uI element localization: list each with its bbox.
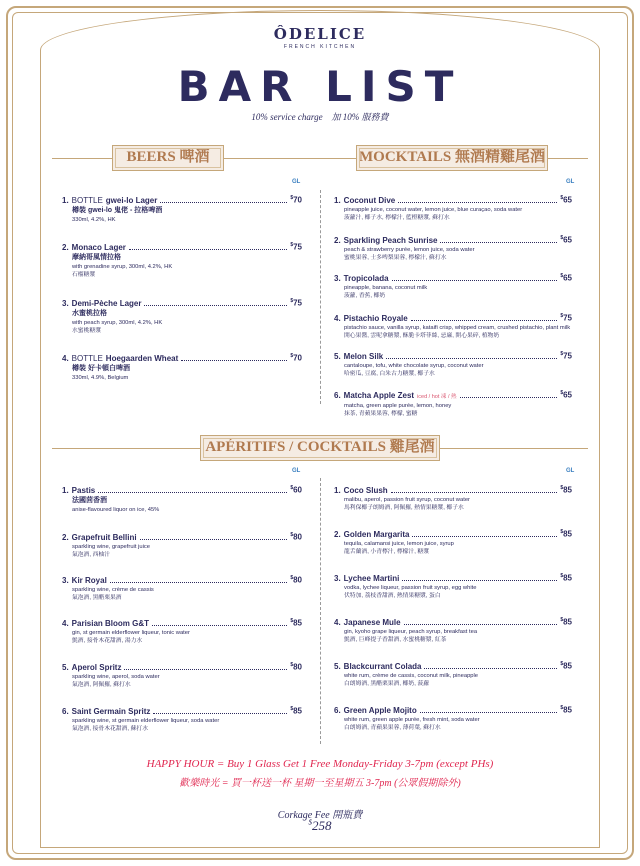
menu-item xyxy=(62,660,302,689)
item-name: Pastis xyxy=(71,485,96,495)
item-prefix: BOTTLE xyxy=(71,195,103,205)
item-price xyxy=(290,530,302,543)
item-name: Pistachio Royale xyxy=(343,313,408,323)
item-chinese-name: 樽裝 好卡頓白啤酒 xyxy=(72,364,130,372)
price-value: 80 xyxy=(293,532,302,542)
price-value: 85 xyxy=(563,573,572,583)
item-description: 氣泡酒, 黑醋栗果酒 xyxy=(72,594,122,601)
item-price xyxy=(290,193,302,206)
item-title-row xyxy=(62,530,302,543)
item-number: 5. xyxy=(62,662,69,672)
item-price xyxy=(560,388,572,401)
item-description: 水蜜桃糖漿 xyxy=(72,327,101,334)
item-prefix: BOTTLE xyxy=(71,353,103,363)
price-currency: $ xyxy=(290,532,294,538)
item-title-row xyxy=(334,233,572,246)
item-description: 石榴糖漿 xyxy=(72,271,96,278)
menu-item xyxy=(334,483,572,512)
dot-leader xyxy=(440,237,557,243)
item-number: 4. xyxy=(334,617,341,627)
item-number: 6. xyxy=(62,706,69,716)
item-price xyxy=(290,660,302,673)
item-description: 馬利保椰子朗姆酒, 阿佩羅, 熱情果糖漿, 椰子水 xyxy=(344,504,464,511)
dot-leader xyxy=(386,353,557,359)
item-description: sparkling wine, st germain elderflower liqueur, soda water xyxy=(72,717,220,724)
dot-leader xyxy=(98,487,287,493)
item-price xyxy=(560,311,572,324)
item-price xyxy=(290,296,302,309)
item-description: with peach syrup, 300ml, 4.2%, HK xyxy=(72,319,163,326)
price-currency: $ xyxy=(290,662,294,668)
mocktails-gl-label: GL xyxy=(566,179,575,185)
item-name: Hoegaarden Wheat xyxy=(105,353,179,363)
price-value: 85 xyxy=(293,706,302,716)
item-description: 菠蘿汁, 椰子水, 檸檬汁, 藍橙糖漿, 蘇打水 xyxy=(344,214,450,221)
item-name: Demi-Pèche Lager xyxy=(71,298,142,308)
item-name: gwei-lo Lager xyxy=(105,195,158,205)
item-number: 2. xyxy=(334,235,341,245)
item-price xyxy=(560,193,572,206)
menu-item xyxy=(334,615,572,644)
item-name: Sparkling Peach Sunrise xyxy=(343,235,438,245)
divider-line xyxy=(224,158,356,159)
menu-item xyxy=(334,388,572,418)
item-number: 3. xyxy=(62,575,69,585)
price-currency: $ xyxy=(290,353,294,359)
price-value: 75 xyxy=(563,313,572,323)
item-number: 2. xyxy=(334,529,341,539)
item-title-row xyxy=(334,483,572,496)
item-title-row xyxy=(334,527,572,540)
item-title-row xyxy=(62,351,302,364)
item-name: Parisian Bloom G&T xyxy=(71,618,150,628)
price-currency: $ xyxy=(290,485,294,491)
item-description: pistachio sauce, vanilla syrup, kataifi crisp, whipped cream, crushed pistachio, plant milk xyxy=(344,324,571,331)
item-description: sparkling wine, aperol, soda water xyxy=(72,673,160,680)
item-name: Tropicolada xyxy=(343,273,389,283)
column-divider xyxy=(320,478,321,744)
price-currency: $ xyxy=(560,705,564,711)
item-description: with grenadine syrup, 300ml, 4.2%, HK xyxy=(72,263,173,270)
corkage-fee-label: Corkage Fee 開瓶費 xyxy=(277,810,363,821)
price-currency: $ xyxy=(290,575,294,581)
item-name: Coco Slush xyxy=(343,485,388,495)
aperitifs-heading xyxy=(200,435,440,461)
item-name: Saint Germain Spritz xyxy=(71,706,151,716)
item-description: 氣泡酒, 接骨木花甜酒, 蘇打水 xyxy=(72,725,149,732)
item-number: 4. xyxy=(334,313,341,323)
menu-item xyxy=(62,296,302,335)
menu-item xyxy=(62,704,302,733)
item-number: 4. xyxy=(62,618,69,628)
divider-line xyxy=(548,158,588,159)
menu-item xyxy=(334,311,572,340)
menu-item xyxy=(334,703,572,732)
menu-item xyxy=(334,659,572,688)
item-name: Melon Silk xyxy=(343,351,384,361)
item-price xyxy=(290,704,302,717)
price-value: 70 xyxy=(293,353,302,363)
item-title-row xyxy=(334,311,572,324)
menu-item xyxy=(62,240,302,279)
item-name: Monaco Lager xyxy=(71,242,126,252)
item-title-row xyxy=(334,571,572,584)
item-title-row xyxy=(334,703,572,716)
price-currency: $ xyxy=(290,242,294,248)
item-description: 氈酒, 巨峰提子香甜酒, 水蜜桃糖漿, 紅茶 xyxy=(344,636,447,643)
item-price xyxy=(290,240,302,253)
item-description: 氣泡酒, 阿佩羅, 蘇打水 xyxy=(72,681,131,688)
item-description: sparkling wine, crème de cassis xyxy=(72,586,154,593)
dot-leader xyxy=(181,355,287,361)
beers-heading xyxy=(112,145,224,171)
item-number: 1. xyxy=(62,485,69,495)
item-number: 3. xyxy=(334,573,341,583)
item-title-row xyxy=(62,240,302,253)
item-description: sparkling wine, grapefruit juice xyxy=(72,543,150,550)
item-price xyxy=(560,483,572,496)
item-number: 4. xyxy=(62,353,69,363)
item-chinese-name: 樽裝 gwei-lo 鬼佬 - 拉格啤酒 xyxy=(72,206,163,214)
price-currency: $ xyxy=(560,273,564,279)
price-value: 85 xyxy=(293,618,302,628)
item-description: 抹茶, 青蘋果果蓉, 檸檬, 蜜糖 xyxy=(344,410,418,417)
item-title-row xyxy=(334,388,572,402)
beers-gl-label: GL xyxy=(292,179,301,185)
divider-line xyxy=(52,448,200,449)
dot-leader xyxy=(404,619,558,625)
item-price xyxy=(290,573,302,586)
item-name: Grapefruit Bellini xyxy=(71,532,137,542)
aperitifs-heading-text: APÉRITIFS / COCKTAILS 雞尾酒 xyxy=(205,439,435,455)
aperitifs-gl-right: GL xyxy=(566,468,575,474)
item-title-row xyxy=(62,616,302,629)
item-name: Lychee Martini xyxy=(343,573,400,583)
price-currency: $ xyxy=(560,529,564,535)
item-description: vodka, lychee liqueur, passion fruit syrup, egg white xyxy=(344,584,477,591)
item-title-row xyxy=(334,615,572,628)
item-name: Aperol Spritz xyxy=(71,662,122,672)
happy-hour-promo-cn: 歡樂時光 = 買一杯送一杯 星期一至星期五 3-7pm (公眾假期除外) xyxy=(179,778,461,789)
service-charge-note: 10% service charge 加 10% 服務費 xyxy=(251,112,389,122)
menu-item xyxy=(62,530,302,559)
item-description: white rum, crème de cassis, coconut milk, pineapple xyxy=(344,672,479,679)
item-description: 哈密瓜, 豆腐, 白朱古力糖漿, 椰子水 xyxy=(344,370,435,377)
item-number: 6. xyxy=(334,390,341,400)
dot-leader xyxy=(140,534,288,540)
item-description: 開心果醬, 雲呢拿糖漿, 酥脆卡塔菲絲, 忌廉, 開心果碎, 植物奶 xyxy=(344,332,500,339)
price-value: 75 xyxy=(293,298,302,308)
dot-leader xyxy=(160,197,287,203)
item-description: 白朗姆酒, 黑醋栗果酒, 椰奶, 菠蘿 xyxy=(344,680,430,687)
item-title-row xyxy=(334,193,572,206)
dot-leader xyxy=(460,392,558,398)
price-value: 85 xyxy=(563,529,572,539)
item-description: malibu, aperol, passion fruit syrup, coconut water xyxy=(344,496,470,503)
item-title-row xyxy=(62,660,302,673)
item-number: 3. xyxy=(334,273,341,283)
corkage-fee-price xyxy=(0,818,640,834)
item-tag: iced / hot 凍 / 熱 xyxy=(417,393,457,400)
mocktails-heading xyxy=(356,145,548,171)
item-title-row xyxy=(334,349,572,362)
item-number: 2. xyxy=(62,532,69,542)
item-price xyxy=(560,349,572,362)
price-currency: $ xyxy=(560,573,564,579)
divider-line xyxy=(52,158,112,159)
menu-item xyxy=(62,616,302,645)
item-description: pineapple, banana, coconut milk xyxy=(344,284,428,291)
item-name: Kir Royal xyxy=(71,575,107,585)
price-value: 85 xyxy=(563,485,572,495)
price-currency: $ xyxy=(290,298,294,304)
item-description: cantaloupe, tofu, white chocolate syrup, coconut water xyxy=(344,362,484,369)
item-description: 330ml, 4.9%, Belgium xyxy=(72,374,129,381)
item-name: Green Apple Mojito xyxy=(343,705,417,715)
item-number: 6. xyxy=(334,705,341,715)
item-description: 330ml, 4.2%, HK xyxy=(72,216,116,223)
dot-leader xyxy=(411,315,558,321)
item-number: 3. xyxy=(62,298,69,308)
item-description: 白朗姆酒, 青蘋果果蓉, 薄荷葉, 蘇打水 xyxy=(344,724,441,731)
item-title-row xyxy=(62,573,302,586)
item-number: 2. xyxy=(62,242,69,252)
beers-heading-text: BEERS 啤酒 xyxy=(126,149,210,165)
price-value: 65 xyxy=(563,273,572,283)
dot-leader xyxy=(124,664,287,670)
corkage-currency: $ xyxy=(308,818,312,827)
item-number: 5. xyxy=(334,661,341,671)
item-description: tequila, calamansi juice, lemon juice, syrup xyxy=(344,540,454,547)
page-title: BAR LIST xyxy=(177,62,463,111)
dot-leader xyxy=(110,577,288,583)
dot-leader xyxy=(152,620,287,626)
brand-logo: ÔDELICE xyxy=(273,25,367,43)
dot-leader xyxy=(153,708,287,714)
item-description: 伏特加, 荔枝香甜酒, 熱情果糖漿, 蛋白 xyxy=(344,592,441,599)
item-price xyxy=(560,271,572,284)
item-title-row xyxy=(62,296,302,309)
item-price xyxy=(560,571,572,584)
aperitifs-gl-left: GL xyxy=(292,468,301,474)
item-description: anise-flavoured liquor on ice, 45% xyxy=(72,506,160,513)
item-title-row xyxy=(62,704,302,717)
price-value: 65 xyxy=(563,390,572,400)
price-currency: $ xyxy=(290,706,294,712)
item-chinese-name: 水蜜桃拉格 xyxy=(72,309,107,317)
item-description: 氈酒, 接骨木花甜酒, 湯力水 xyxy=(72,637,143,644)
price-value: 80 xyxy=(293,575,302,585)
dot-leader xyxy=(420,707,558,713)
price-value: 65 xyxy=(563,235,572,245)
dot-leader xyxy=(424,663,557,669)
price-value: 75 xyxy=(293,242,302,252)
corkage-price-value: 258 xyxy=(312,818,332,833)
dot-leader xyxy=(391,487,558,493)
item-price xyxy=(560,527,572,540)
menu-item xyxy=(62,193,302,224)
item-name: Coconut Dive xyxy=(343,195,396,205)
brand-subtitle: FRENCH KITCHEN xyxy=(283,44,357,50)
dot-leader xyxy=(144,300,287,306)
item-description: 蜜桃果蓉, 士多啤梨果蓉, 檸檬汁, 蘇打水 xyxy=(344,254,447,261)
price-currency: $ xyxy=(290,195,294,201)
menu-item xyxy=(334,233,572,262)
menu-item xyxy=(62,573,302,602)
item-description: gin, st germain elderflower liqueur, tonic water xyxy=(72,629,190,636)
item-name: Golden Margarita xyxy=(343,529,410,539)
item-description: gin, kyoho grape liqueur, peach syrup, breakfast tea xyxy=(344,628,478,635)
item-price xyxy=(560,615,572,628)
happy-hour-promo: HAPPY HOUR = Buy 1 Glass Get 1 Free Monday-Friday 3-7pm (except PHs) xyxy=(146,758,494,770)
menu-item xyxy=(62,483,302,514)
dot-leader xyxy=(412,531,557,537)
item-description: peach & strawberry purée, lemon juice, soda water xyxy=(344,246,475,253)
item-price xyxy=(560,233,572,246)
menu-item xyxy=(334,527,572,556)
item-name: Japanese Mule xyxy=(343,617,401,627)
price-value: 85 xyxy=(563,661,572,671)
price-currency: $ xyxy=(560,351,564,357)
price-currency: $ xyxy=(560,390,564,396)
item-title-row xyxy=(62,193,302,206)
item-chinese-name: 摩納哥風情拉格 xyxy=(72,253,121,261)
dot-leader xyxy=(398,197,557,203)
price-currency: $ xyxy=(560,235,564,241)
item-price xyxy=(290,483,302,496)
price-value: 60 xyxy=(293,485,302,495)
item-price xyxy=(560,703,572,716)
menu-item xyxy=(334,571,572,600)
price-currency: $ xyxy=(560,485,564,491)
column-divider xyxy=(320,190,321,404)
item-description: 菠蘿, 香蕉, 椰奶 xyxy=(344,292,386,299)
item-number: 5. xyxy=(334,351,341,361)
item-title-row xyxy=(334,271,572,284)
item-price xyxy=(560,659,572,672)
dot-leader xyxy=(129,244,287,250)
dot-leader xyxy=(392,275,558,281)
item-title-row xyxy=(62,483,302,496)
menu-item xyxy=(334,193,572,222)
price-currency: $ xyxy=(560,195,564,201)
item-name: Matcha Apple Zest xyxy=(343,390,415,400)
price-value: 85 xyxy=(563,617,572,627)
item-price xyxy=(290,616,302,629)
price-value: 70 xyxy=(293,195,302,205)
item-name: Blackcurrant Colada xyxy=(343,661,422,671)
item-description: 氣泡酒, 西柚汁 xyxy=(72,551,111,558)
price-value: 75 xyxy=(563,351,572,361)
dot-leader xyxy=(402,575,557,581)
item-number: 1. xyxy=(62,195,69,205)
mocktails-heading-text: MOCKTAILS 無酒精雞尾酒 xyxy=(359,149,545,165)
price-value: 80 xyxy=(293,662,302,672)
item-title-row xyxy=(334,659,572,672)
item-number: 1. xyxy=(334,485,341,495)
price-currency: $ xyxy=(560,661,564,667)
item-number: 1. xyxy=(334,195,341,205)
price-currency: $ xyxy=(560,617,564,623)
item-description: white rum, green apple purée, fresh mint, soda water xyxy=(344,716,480,723)
price-currency: $ xyxy=(560,313,564,319)
divider-line xyxy=(440,448,588,449)
menu-item xyxy=(334,271,572,300)
item-description: 龍舌蘭酒, 小青檸汁, 檸檬汁, 糖漿 xyxy=(344,548,430,555)
price-value: 85 xyxy=(563,705,572,715)
price-value: 65 xyxy=(563,195,572,205)
menu-item xyxy=(62,351,302,382)
item-description: pineapple juice, coconut water, lemon juice, blue curaçao, soda water xyxy=(344,206,523,213)
item-description: matcha, green apple purée, lemon, honey xyxy=(344,402,452,409)
price-currency: $ xyxy=(290,618,294,624)
item-price xyxy=(290,351,302,364)
item-chinese-name: 法國茴香酒 xyxy=(72,496,107,504)
menu-item xyxy=(334,349,572,378)
